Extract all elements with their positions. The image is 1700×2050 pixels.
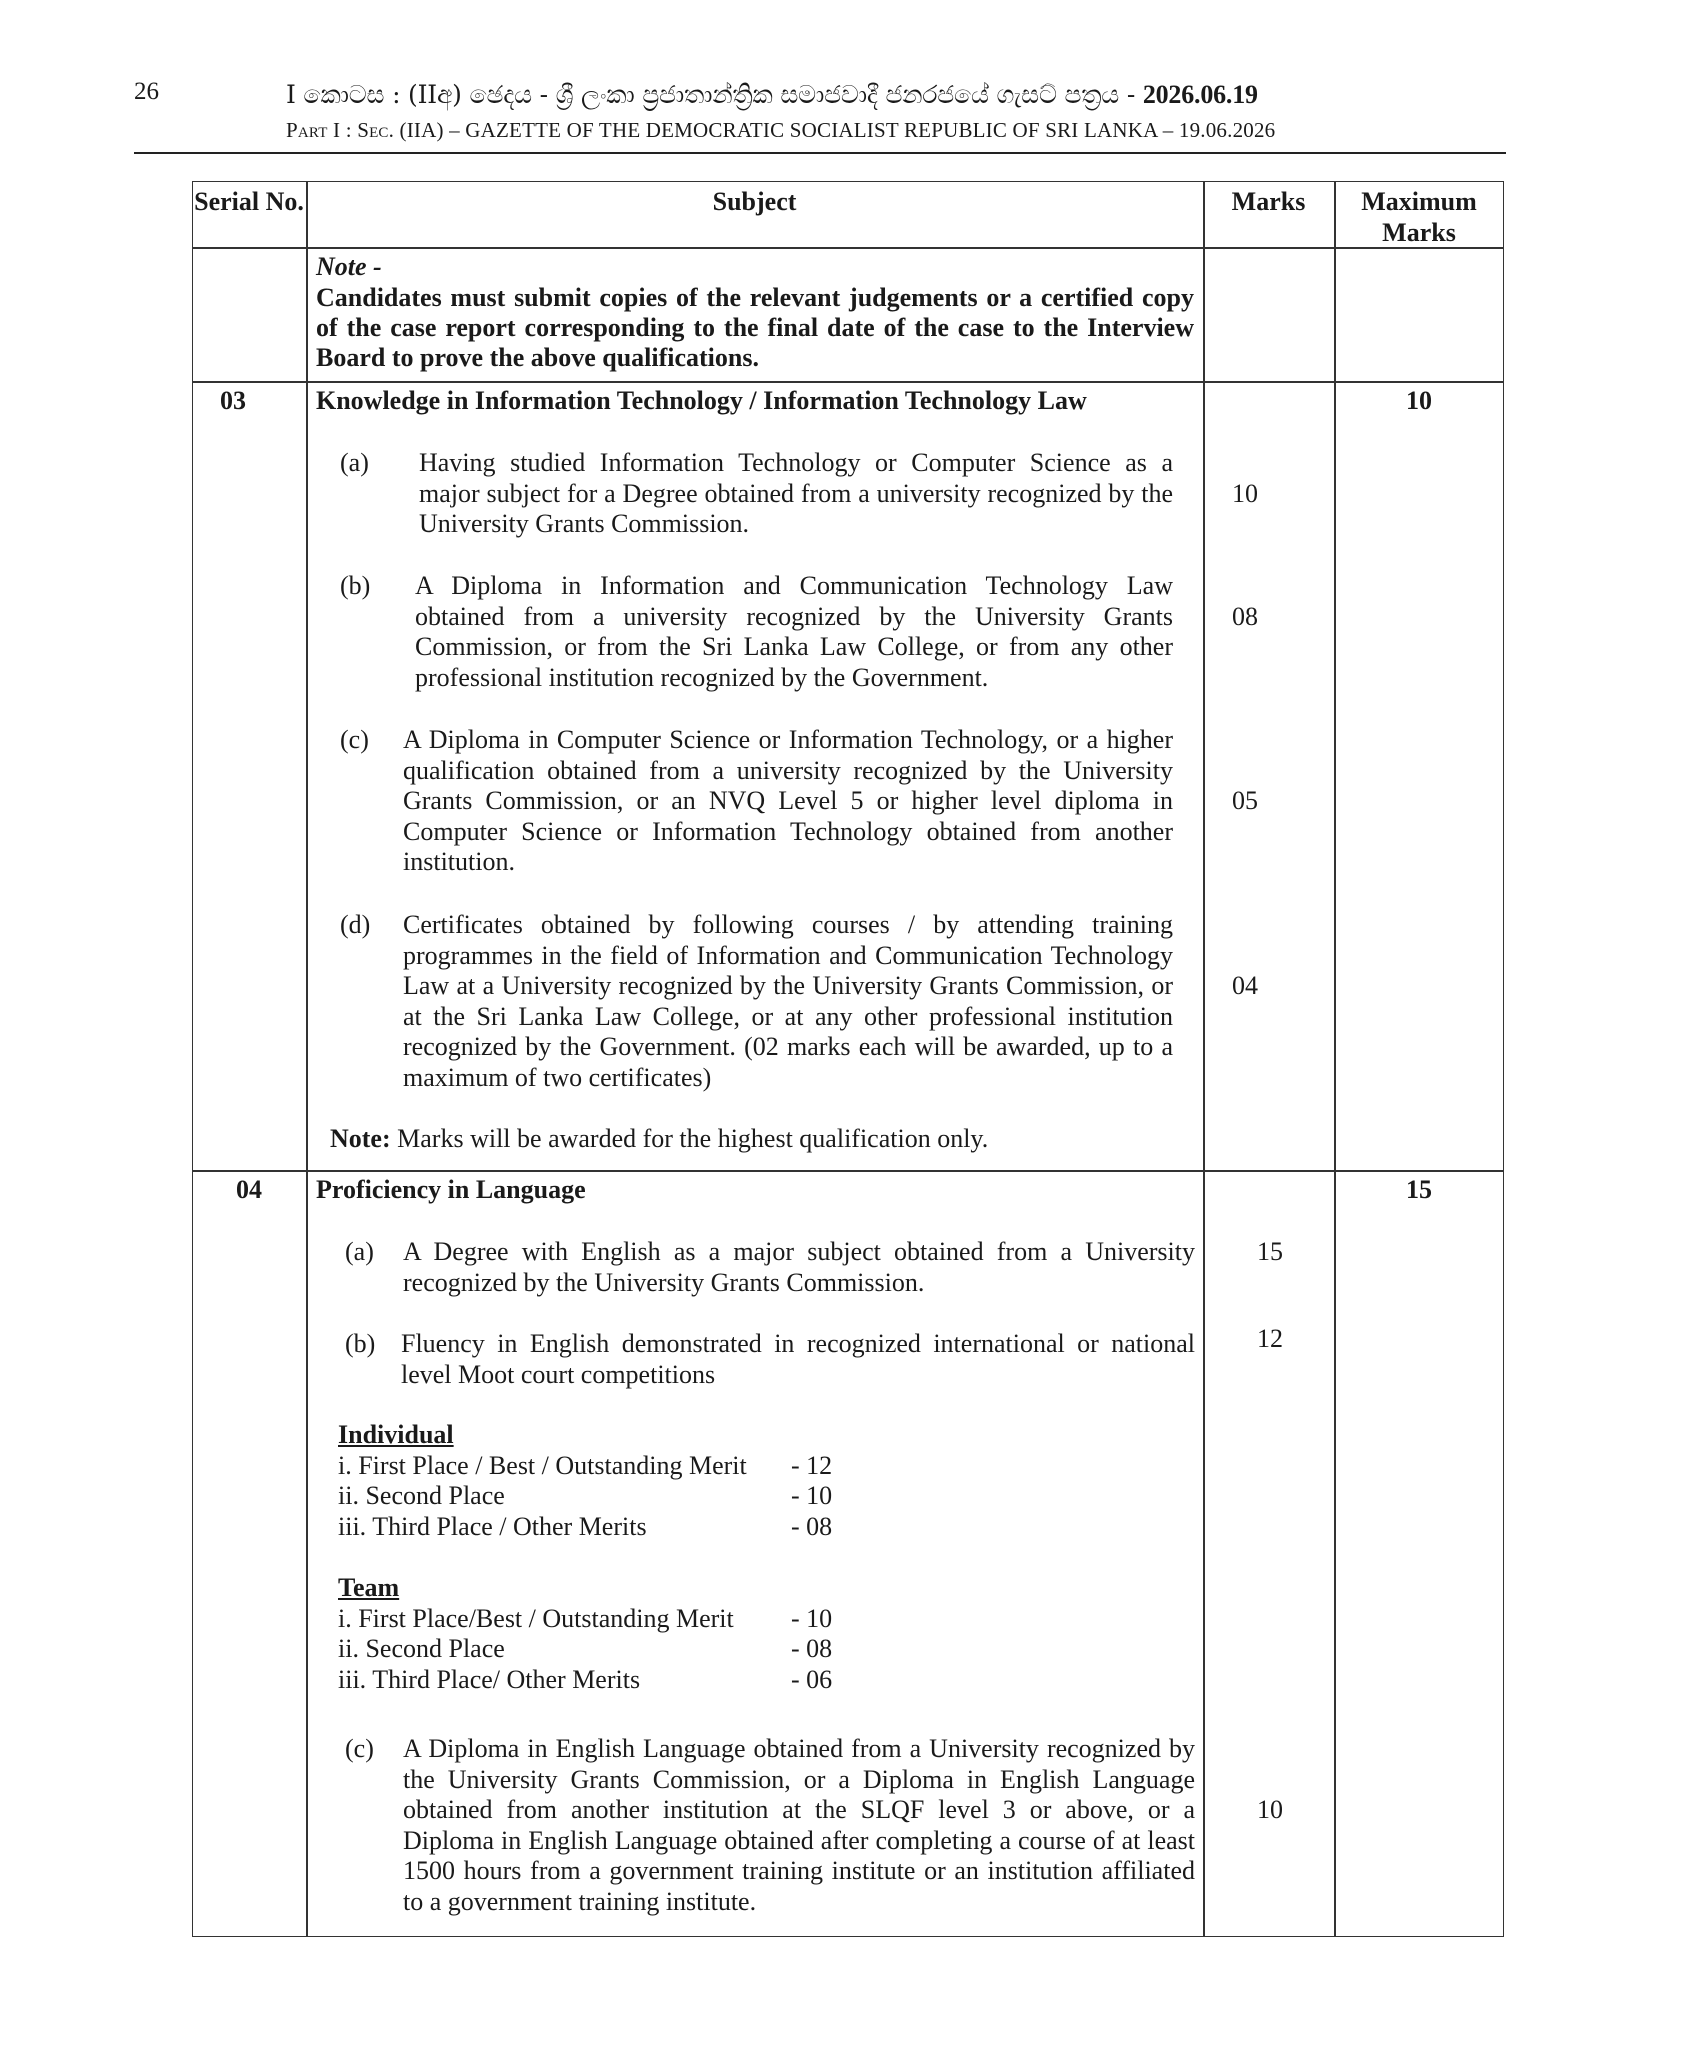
individual-row-2-label: ii. Second Place [338, 1481, 505, 1510]
team-row-1-label: i. First Place/Best / Outstanding Merit [338, 1604, 734, 1633]
row-divider-header [192, 247, 1504, 249]
item-03b-marks: 08 [1232, 602, 1258, 631]
item-04b-marks: 12 [1257, 1324, 1283, 1353]
item-04a-marks: 15 [1257, 1237, 1283, 1266]
item-03d-text: Certificates obtained by following courses / by attending training programmes in the field of Information and Communication Technology Law at a University recognized by the University Grants Commission, or at the Sri Lanka Law College, or at any other professional institution recognized by the Government. (02 marks each will be awarded, up to a maximum of two certificates) [403, 910, 1173, 1092]
item-03d-letter: (d) [340, 910, 371, 939]
col-divider-3 [1334, 181, 1336, 1937]
item-04c-text: A Diploma in English Language obtained from a University recognized by the University Grants Commission, or a Diploma in English Language obtained from another institution at the SLQF level 3 or above, or a Diploma in English Language obtained after completing a course of at least 1500 hours from a government training institute or an institution affiliated to a government training institute. [403, 1734, 1195, 1916]
item-03c-marks: 05 [1232, 786, 1258, 815]
row-divider-note [192, 381, 1504, 383]
item-03d-marks: 04 [1232, 971, 1258, 1000]
section-03-max-marks: 10 [1406, 386, 1432, 415]
row-divider-03 [192, 1170, 1504, 1172]
serial-03: 03 [220, 386, 246, 415]
section-03-note-label: Note: [330, 1124, 391, 1153]
item-03c-text: A Diploma in Computer Science or Information Technology, or a higher qualification obtained from a university recognized by the University Grants Commission, or an NVQ Level 5 or higher level diploma in Computer Science or Information Technology obtained from another institution. [403, 725, 1173, 876]
team-heading: Team [338, 1573, 400, 1602]
item-03a-marks: 10 [1232, 479, 1258, 508]
item-04c-letter: (c) [345, 1734, 374, 1763]
item-04c-marks: 10 [1257, 1795, 1283, 1824]
item-04b-text: Fluency in English demonstrated in recognized international or national level Moot court competitions [401, 1329, 1195, 1389]
item-03c-letter: (c) [340, 725, 369, 754]
item-04b-letter: (b) [345, 1329, 376, 1358]
item-03a-text: Having studied Information Technology or Computer Science as a major subject for a Degree obtained from a university recognized by the University Grants Commission. [419, 448, 1173, 538]
note-label: Note - [316, 252, 382, 281]
english-header-part: Part [286, 118, 328, 142]
serial-04: 04 [236, 1175, 262, 1204]
individual-row-1-label: i. First Place / Best / Outstanding Merit [338, 1451, 747, 1480]
item-03b-text: A Diploma in Information and Communication Technology Law obtained from a university recognized by the University Grants Commission, or from the Sri Lanka Law College, or from any other professional institution recognized by the Government. [415, 571, 1173, 692]
team-row-2-label: ii. Second Place [338, 1634, 505, 1663]
individual-row-3-label: iii. Third Place / Other Merits [338, 1512, 647, 1541]
team-row-3-value: - 06 [791, 1665, 833, 1694]
header-rule [134, 152, 1506, 154]
section-03-title: Knowledge in Information Technology / Information Technology Law [316, 386, 1087, 415]
item-04a-text: A Degree with English as a major subject obtained from a University recognized by the University Grants Commission. [403, 1237, 1195, 1297]
individual-row-3-value: - 08 [791, 1512, 833, 1541]
individual-row-2-value: - 10 [791, 1481, 833, 1510]
header-marks: Marks [1231, 187, 1306, 216]
section-04-max-marks: 15 [1406, 1175, 1432, 1204]
section-04-title: Proficiency in Language [316, 1175, 586, 1204]
header-maximum-marks: Maximum Marks [1361, 187, 1477, 247]
item-03a-letter: (a) [340, 448, 369, 477]
team-row-2-value: - 08 [791, 1634, 833, 1663]
section-03-note-text: Marks will be awarded for the highest qualification only. [397, 1124, 989, 1153]
page-number: 26 [134, 78, 159, 105]
english-header [286, 118, 1275, 143]
note-text: Candidates must submit copies of the relevant judgements or a certified copy of the case report corresponding to the final date of the case to the Interview Board to prove the above qualifications. [316, 283, 1194, 372]
english-header-sec: Sec. [357, 118, 395, 142]
team-row-3-label: iii. Third Place/ Other Merits [338, 1665, 641, 1694]
col-divider-1 [306, 181, 308, 1937]
item-04a-letter: (a) [345, 1237, 374, 1266]
col-divider-2 [1203, 181, 1205, 1937]
header-serial: Serial No. [194, 187, 304, 216]
individual-row-1-value: - 12 [791, 1451, 833, 1480]
item-03b-letter: (b) [340, 571, 371, 600]
english-header-part-num: I : [333, 118, 352, 142]
sinhala-header [286, 80, 1382, 110]
english-header-rest: (IIA) – GAZETTE OF THE DEMOCRATIC SOCIALIST REPUBLIC OF SRI LANKA – 19.06.2026 [399, 118, 1276, 142]
sinhala-header-date: 2026.06.19 [1142, 80, 1258, 109]
section-03-note [330, 1124, 988, 1155]
team-row-1-value: - 10 [791, 1604, 833, 1633]
individual-heading: Individual [338, 1420, 454, 1449]
header-subject: Subject [712, 187, 797, 216]
sinhala-header-text: I කොටස : (IIඅ) ඡෙදය - ශ්‍රී ලංකා ප්‍රජාතාන්ත්‍රික සමාජවාදී ජනරජයේ ගැසට් පත්‍රය - [286, 80, 1136, 109]
